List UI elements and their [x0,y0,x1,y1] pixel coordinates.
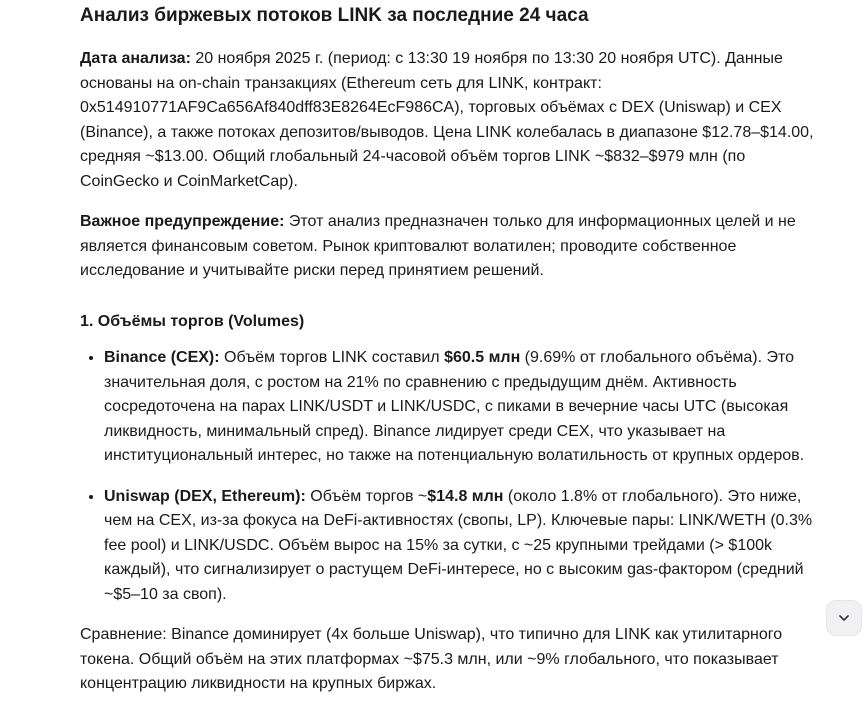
item-value: $60.5 млн [444,349,521,366]
volume-list [80,346,820,607]
chevron-down-icon [838,609,850,627]
warning-paragraph [80,210,820,284]
item-text: (9.69% от глобального объёма). Это значительная доля, с ростом на 21% по сравнению с предыдущим днём. Активность сосредоточена на парах LINK/USDT и LINK/USDC, с пиками в вечерние часы UTC (высокая ликвидность, минимальный спред). Binance лидирует среди CEX, что указывает на институциональный интерес, но также на потенциальную волатильность от крупных ордеров. [104,349,805,464]
item-text: (около 1.8% от глобального). Это ниже, чем на CEX, из-за фокуса на DeFi-активностях (свопы, LP). Ключевые пары: LINK/WETH (0.3% fee pool) и LINK/USDC. Объём вырос на 15% за сутки, с ~25 крупными трейдами (> $100k каждый), что сигнализирует о растущем DeFi-интересе, но с высоким gas-фактором (средний ~$5–10 за своп). [104,487,813,603]
item-label: Uniswap (DEX, Ethereum): [104,487,306,505]
item-text: Объём торгов LINK составил [219,349,445,366]
list-item [104,485,820,608]
section-heading: 1. Объёмы торгов (Volumes) [80,312,305,330]
item-label: Binance (CEX): [104,349,220,366]
warning-text: Этот анализ предназначен только для информационных целей и не является финансовым советом. Рынок криптовалют волатилен; проводите собственное исследование и учитывайте риски перед принятием решений. [80,213,796,279]
intro-text: 20 ноября 2025 г. (период: с 13:30 19 ноября по 13:30 20 ноября UTC). Данные основаны на on-chain транзакциях (Ethereum сеть для LINK, контракт: 0x514910771AF9Ca656Af840dff83E8264EcF986CA), торговых объёмах с DEX (Uniswap) и CEX (Binance), а также потоках депозитов/выводов. Цена LINK колебалась в диапазоне $12.78–$14.00, средняя ~$13.00. Общий глобальный 24-часовой объём торгов LINK ~$832–$979 млн (по CoinGecko и CoinMarketCap). [80,50,814,190]
warning-label: Важное предупреждение: [80,213,285,230]
scroll-down-button[interactable] [826,600,862,636]
item-text: Объём торгов ~ [305,487,428,505]
comparison-paragraph: Сравнение: Binance доминирует (4x больше Uniswap), что типично для LINK как утилитарного токена. Общий объём на этих платформах ~$75.3 млн, или ~9% глобального, что показывает концентрацию ликвидности на крупных биржах. [80,626,783,692]
message-content [80,4,820,713]
list-item [104,346,820,469]
item-value: $14.8 млн [427,487,504,505]
intro-label: Дата анализа: [80,50,191,67]
intro-paragraph [80,47,820,194]
page-title: Анализ биржевых потоков LINK за последние 24 часа [80,5,589,26]
